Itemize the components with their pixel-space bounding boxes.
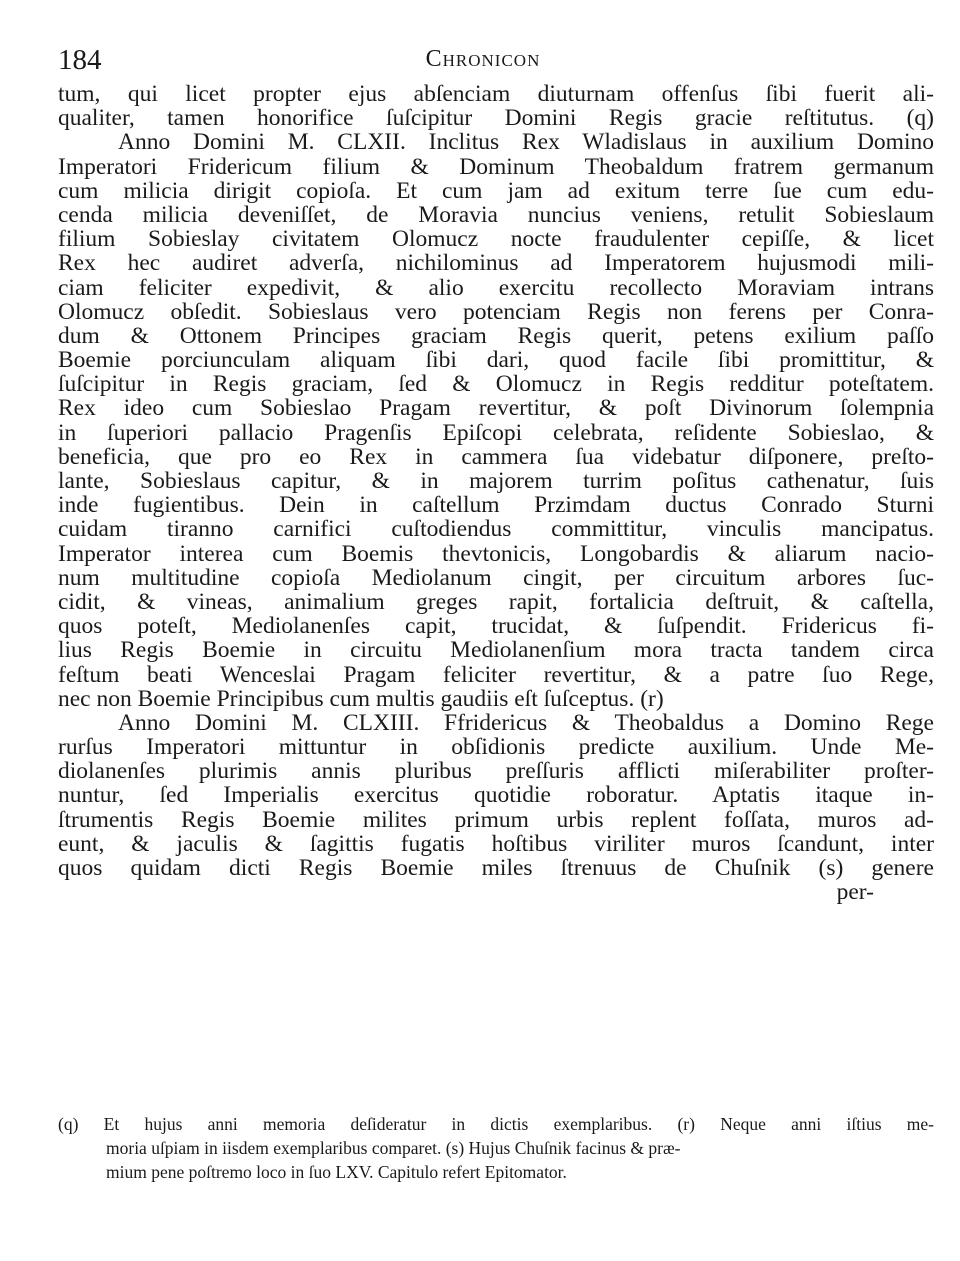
text-line: qualiter, tamen honorifice ſuſcipitur Domini Regis gracie reſtitutus. (q)	[58, 105, 934, 132]
text-line: lante, Sobieslaus capitur, & in majorem turrim poſitus cathenatur, ſuis	[58, 468, 934, 494]
text-line: eunt, & jaculis & ſagittis fugatis hoſtibus viriliter muros ſcandunt, inter	[58, 830, 934, 857]
running-head: Chronicon	[425, 46, 541, 72]
text-line: feſtum beati Wenceslai Pragam feliciter revertitur, & a patre ſuo Rege,	[58, 661, 934, 688]
catchword: per-	[836, 879, 874, 906]
text-line: inde fugientibus. Dein in caſtellum Przimdam ductus Conrado Sturni	[58, 492, 934, 519]
footnote-line: moria uſpiam in iisdem exemplaribus comparet. (s) Hujus Chuſnik facinus & præ-	[106, 1138, 681, 1158]
text-line: Imperator interea cum Boemis thevtonicis, Longobardis & aliarum nacio-	[58, 540, 934, 567]
text-line: Anno Domini M. CLXII. Inclitus Rex Wladislaus in auxilium Domino	[118, 129, 934, 156]
text-line: ciam feliciter expedivit, & alio exercitu recollecto Moraviam intrans	[58, 274, 934, 301]
text-line: nec non Boemie Principibus cum multis gaudiis eſt ſuſceptus. (r)	[58, 685, 664, 712]
text-line: Boemie porciunculam aliquam ſibi dari, quod facile ſibi promittitur, &	[58, 347, 934, 374]
footnote-line: mium pene poſtremo loco in ſuo LXV. Capitulo refert Epitomator.	[106, 1162, 567, 1182]
text-line: nuntur, ſed Imperialis exercitus quotidie roboratur. Aptatis itaque in-	[58, 782, 934, 809]
text-line: cenda milicia deveniſſet, de Moravia nuncius veniens, retulit Sobieslaum	[58, 201, 934, 228]
text-line: diolanenſes plurimis annis pluribus preſſuris afflicti miſerabiliter proſter-	[58, 758, 934, 785]
text-line: cum milicia dirigit copioſa. Et cum jam ad exitum terre ſue cum edu-	[58, 177, 934, 204]
text-line: ſuſcipitur in Regis graciam, ſed & Olomucz in Regis redditur poteſtatem.	[58, 371, 934, 398]
text-line: filium Sobieslay civitatem Olomucz nocte fraudulenter cepiſſe, & licet	[58, 226, 934, 253]
text-line: lius Regis Boemie in circuitu Mediolanenſium mora tracta tandem circa	[58, 637, 934, 664]
text-line: dum & Ottonem Principes graciam Regis querit, petens exilium paſſo	[58, 322, 934, 349]
text-line: rurſus Imperatori mittuntur in obſidionis predicte auxilium. Unde Me-	[58, 734, 934, 761]
text-line: cuidam tiranno carnifici cuſtodiendus committitur, vinculis mancipatus.	[58, 516, 934, 543]
page-number: 184	[58, 44, 102, 76]
text-line: ſtrumentis Regis Boemie milites primum urbis replent foſſata, muros ad-	[58, 806, 934, 833]
text-line: beneficia, que pro eo Rex in cammera ſua videbatur diſponere, preſto-	[58, 443, 934, 470]
text-line: Rex hec audiret adverſa, nichilominus ad Imperatorem hujusmodi mili-	[58, 250, 934, 277]
footnotes	[58, 1112, 934, 1184]
text-line: tum, qui licet propter ejus abſenciam diuturnam offenſus ſibi fuerit ali-	[58, 81, 934, 107]
text-line: num multitudine copioſa Mediolanum cingit, per circuitum arbores ſuc-	[58, 564, 934, 591]
footnote-line: (q) Et hujus anni memoria deſideratur in dictis exemplaribus. (r) Neque anni iſtius me-	[58, 1114, 934, 1134]
body-text	[58, 82, 934, 904]
text-line: quos quidam dicti Regis Boemie miles ſtrenuus de Chuſnik (s) genere	[58, 855, 934, 881]
page-header	[58, 44, 908, 78]
text-line: Imperatori Fridericum filium & Dominum Theobaldum fratrem germanum	[58, 153, 934, 180]
text-line: cidit, & vineas, animalium greges rapit, fortalicia deſtruit, & caſtella,	[58, 588, 934, 615]
text-line: in ſuperiori pallacio Pragenſis Epiſcopi celebrata, reſidente Sobieslao, &	[58, 419, 934, 446]
text-line: Rex ideo cum Sobieslao Pragam revertitur, & poſt Divinorum ſolempnia	[58, 395, 934, 422]
text-line: quos poteſt, Mediolanenſes capit, trucidat, & ſuſpendit. Fridericus fi-	[58, 613, 934, 640]
text-line: Olomucz obſedit. Sobieslaus vero potenciam Regis non ferens per Conra-	[58, 298, 934, 325]
text-line: Anno Domini M. CLXIII. Ffridericus & Theobaldus a Domino Rege	[118, 709, 934, 736]
